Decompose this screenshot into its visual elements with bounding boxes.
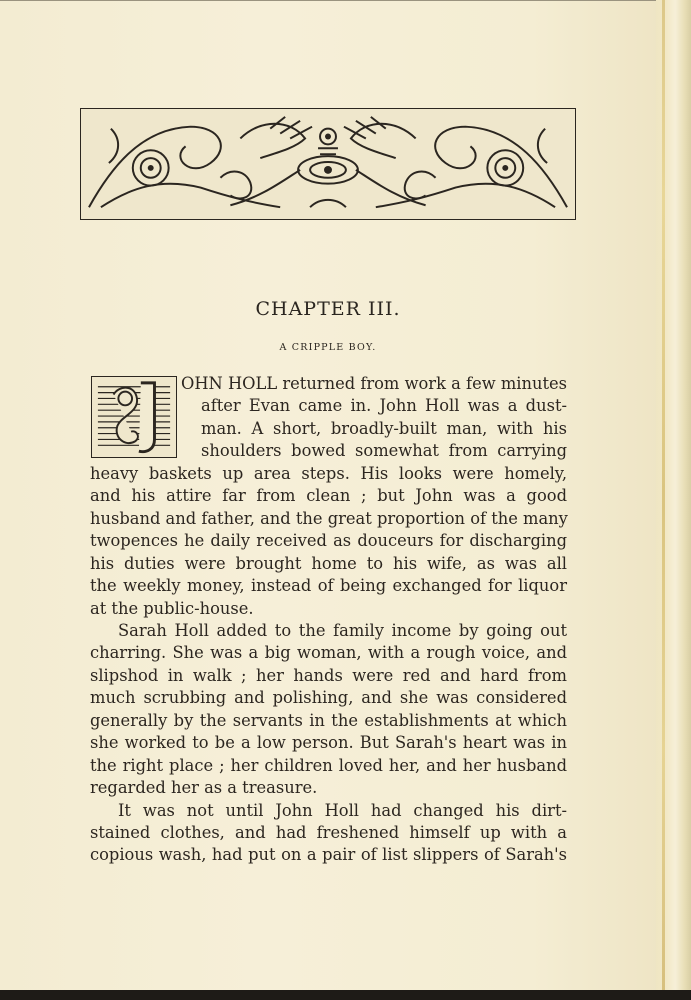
text-line: man. A short, broadly-built man, with his [201, 418, 567, 438]
ornamental-letter-j-icon [92, 377, 176, 457]
chapter-title: A CRIPPLE BOY. [279, 342, 377, 353]
text-line: heavy baskets up area steps. His looks were homely, [90, 463, 567, 483]
scrollwork-ornament-icon [81, 109, 575, 219]
gilt-edge-line [662, 0, 665, 1000]
text-line: the right place ; her children loved her, and her husband [90, 755, 567, 775]
text-line: twopences he daily received as douceurs for discharging [90, 531, 567, 551]
ornamental-headpiece [80, 108, 576, 220]
text-line: charring. She was a big woman, with a rough voice, and [90, 643, 567, 663]
text-line: much scrubbing and polishing, and she was considered [90, 688, 567, 708]
text-line: she worked to be a low person. But Sarah's heart was in [90, 733, 567, 753]
text-line: OHN HOLL returned from work a few minutes [181, 374, 567, 393]
text-line: husband and father, and the great proportion of the many [90, 508, 568, 528]
text-line: at the public-house. [90, 598, 254, 618]
page-top-edge [0, 0, 666, 1]
text-line: shoulders bowed somewhat from carrying [201, 441, 567, 461]
text-line: copious wash, had put on a pair of list slippers of Sarah's [90, 845, 567, 865]
text-line: after Evan came in. John Holl was a dust- [201, 396, 567, 416]
text-line: and his attire far from clean ; but John was a good [90, 486, 567, 506]
text-line: It was not until John Holl had changed his dirt- [118, 800, 567, 820]
chapter-heading: CHAPTER III. [255, 298, 401, 320]
text-line: regarded her as a treasure. [90, 778, 318, 798]
drop-cap-initial [91, 376, 177, 458]
text-line: his duties were brought home to his wife, as was all [90, 553, 567, 573]
text-line: the weekly money, instead of being exchanged for liquor [90, 576, 567, 596]
text-line: generally by the servants in the establishments at which [90, 710, 567, 730]
scan-bottom-edge [0, 990, 691, 1000]
text-line: stained clothes, and had freshened himself up with a [90, 823, 567, 842]
text-line: slipshod in walk ; her hands were red and hard from [90, 665, 567, 685]
text-line: Sarah Holl added to the family income by going out [118, 620, 567, 640]
